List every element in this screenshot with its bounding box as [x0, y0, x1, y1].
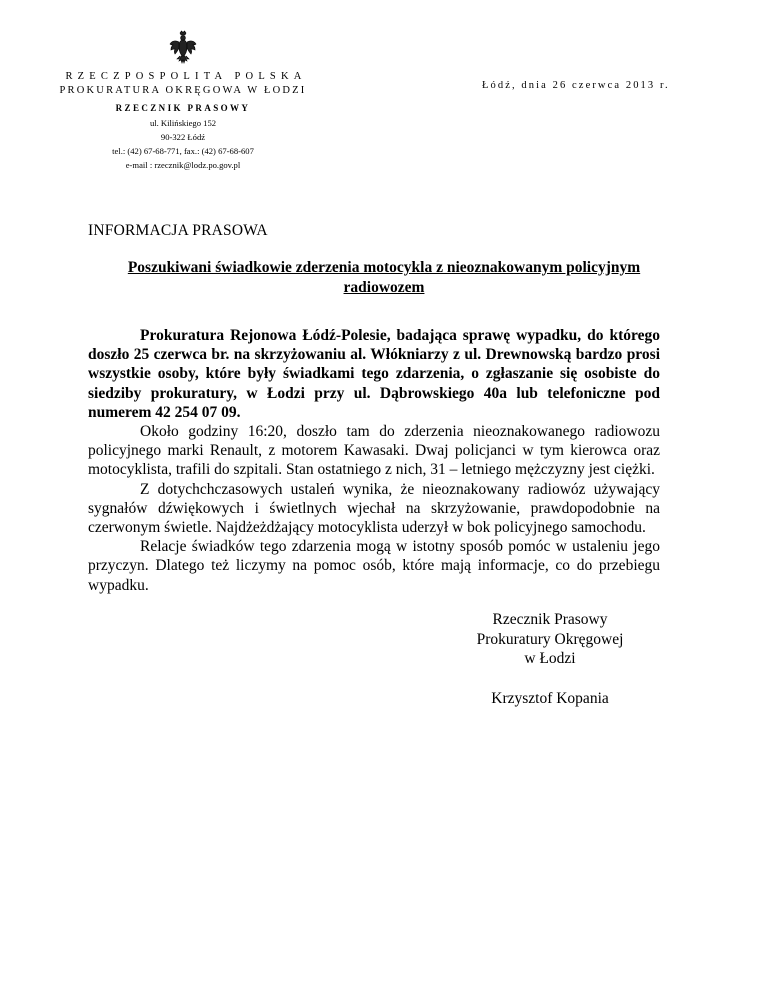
signature-name: Krzysztof Kopania [491, 689, 609, 707]
letterhead-office: PROKURATURA OKRĘGOWA W ŁODZI [59, 85, 307, 96]
document-label: INFORMACJA PRASOWA [88, 222, 268, 239]
letterhead [52, 30, 314, 172]
document-date: Łódź, dnia 26 czerwca 2013 r. [482, 80, 670, 91]
letterhead-country: RZECZPOSPOLITA POLSKA [65, 71, 307, 82]
paragraph: Relacje świadków tego zdarzenia mogą w istotny sposób pomóc w ustaleniu jego przyczyn. Dlatego też liczymy na pomoc osób, które mają informacje, co do przebiegu wypadku. [88, 538, 660, 594]
letterhead-city: 90-322 Łódź [160, 132, 206, 142]
signature-block [440, 610, 660, 708]
press-release-headline: Poszukiwani świadkowie zderzenia motocykla z nieoznakowanym policyjnym radiowozem [127, 259, 641, 296]
letterhead-street: ul. Kilińskiego 152 [149, 118, 217, 128]
paragraph: Z dotychchczasowych ustaleń wynika, że nieoznakowany radiowóz używający sygnałów dźwiękowych i świetlnych wjechał na skrzyżowanie, prawdopodobnie na czerwonym świetle. Najdżeżdżający motocyklista uderzył w bok policyjnego samochodu. [88, 480, 660, 537]
letterhead-department: RZECZNIK PRASOWY [115, 103, 251, 113]
press-release-body [88, 326, 660, 595]
letterhead-email: e-mail : rzecznik@lodz.po.gov.pl [125, 160, 241, 170]
signature-office: Prokuratury Okręgowej [476, 630, 624, 648]
signature-city: w Łodzi [524, 650, 576, 668]
signature-title: Rzecznik Prasowy [492, 611, 608, 628]
polish-eagle-icon [168, 30, 198, 64]
letterhead-phone: tel.: (42) 67-68-771, fax.: (42) 67-68-607 [112, 146, 254, 156]
paragraph-lead: Prokuratura Rejonowa Łódź-Polesie, badająca sprawę wypadku, do którego doszło 25 czerwca br. na skrzyżowaniu al. Włókniarzy z ul. Drewnowską bardzo prosi wszystkie osoby, które były świadkami tego zdarzenia, o zgłaszanie się osobiste do siedziby prokuratury, w Łodzi przy ul. Dąbrowskiego 40a lub telefoniczne pod numerem 42 254 07 09. [88, 327, 660, 421]
paragraph: Około godziny 16:20, doszło tam do zderzenia nieoznakowanego radiowozu policyjnego marki Renault, z motorem Kawasaki. Dwaj policjanci w tym kierowca oraz motocyklista, trafili do szpitali. Stan ostatniego z nich, 31 – letniego mężczyzny jest ciężki. [88, 423, 660, 479]
